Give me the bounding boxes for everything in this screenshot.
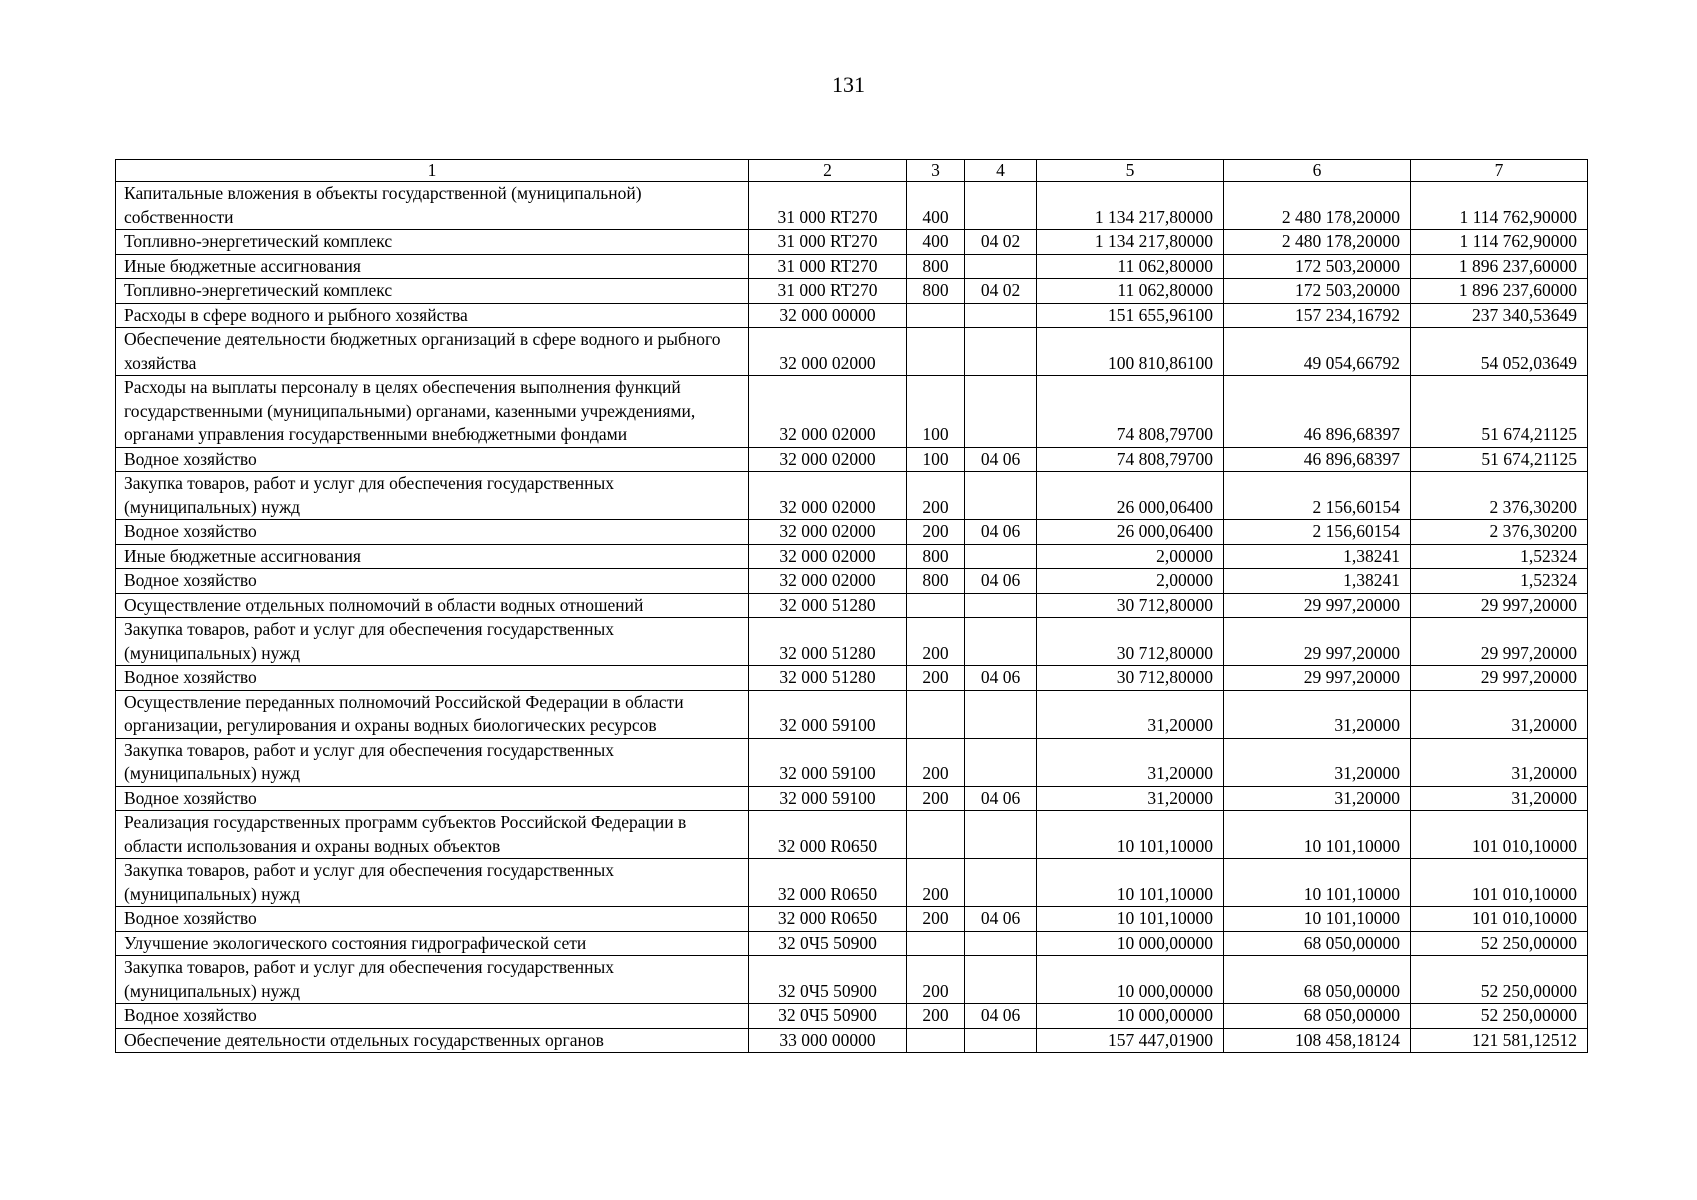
row-amount-col5-cell: 10 000,00000 [1037, 931, 1224, 956]
row-amount-col6-cell: 29 997,20000 [1224, 618, 1411, 666]
row-amount-col7-cell: 101 010,10000 [1411, 907, 1588, 932]
row-section-cell: 04 06 [965, 907, 1037, 932]
table-row [116, 230, 1588, 255]
table-row [116, 303, 1588, 328]
budget-table [115, 159, 1588, 1053]
row-name-cell: Водное хозяйство [116, 907, 749, 932]
row-amount-col7-cell: 121 581,12512 [1411, 1028, 1588, 1053]
header-cell: 3 [907, 160, 965, 182]
row-code-cell: 32 000 02000 [749, 520, 907, 545]
row-amount-col5-cell: 10 000,00000 [1037, 1004, 1224, 1029]
table-row [116, 1004, 1588, 1029]
row-section-cell [965, 859, 1037, 907]
header-cell: 4 [965, 160, 1037, 182]
row-section-cell [965, 376, 1037, 448]
table-row [116, 254, 1588, 279]
row-expense-type-cell: 800 [907, 569, 965, 594]
row-amount-col6-cell: 31,20000 [1224, 690, 1411, 738]
row-name-cell: Водное хозяйство [116, 520, 749, 545]
row-code-cell: 32 000 51280 [749, 618, 907, 666]
row-amount-col7-cell: 31,20000 [1411, 690, 1588, 738]
row-amount-col7-cell: 29 997,20000 [1411, 666, 1588, 691]
row-amount-col6-cell: 157 234,16792 [1224, 303, 1411, 328]
row-amount-col5-cell: 10 101,10000 [1037, 811, 1224, 859]
row-name-cell: Водное хозяйство [116, 447, 749, 472]
row-name-cell: Водное хозяйство [116, 569, 749, 594]
row-amount-col7-cell: 2 376,30200 [1411, 520, 1588, 545]
row-name-cell: Улучшение экологического состояния гидрографической сети [116, 931, 749, 956]
row-amount-col5-cell: 74 808,79700 [1037, 447, 1224, 472]
table-row [116, 618, 1588, 666]
table-row [116, 328, 1588, 376]
row-amount-col5-cell: 1 134 217,80000 [1037, 230, 1224, 255]
row-amount-col7-cell: 101 010,10000 [1411, 811, 1588, 859]
row-expense-type-cell: 200 [907, 956, 965, 1004]
row-section-cell [965, 254, 1037, 279]
row-amount-col5-cell: 31,20000 [1037, 738, 1224, 786]
row-amount-col6-cell: 68 050,00000 [1224, 956, 1411, 1004]
row-amount-col7-cell: 52 250,00000 [1411, 1004, 1588, 1029]
row-section-cell: 04 06 [965, 1004, 1037, 1029]
table-row [116, 593, 1588, 618]
row-expense-type-cell: 200 [907, 859, 965, 907]
row-code-cell: 33 000 00000 [749, 1028, 907, 1053]
row-expense-type-cell [907, 1028, 965, 1053]
row-amount-col5-cell: 1 134 217,80000 [1037, 182, 1224, 230]
table-row [116, 931, 1588, 956]
row-name-cell: Иные бюджетные ассигнования [116, 254, 749, 279]
row-name-cell: Обеспечение деятельности бюджетных организаций в сфере водного и рыбного хозяйства [116, 328, 749, 376]
row-code-cell: 32 000 51280 [749, 593, 907, 618]
row-amount-col5-cell: 2,00000 [1037, 544, 1224, 569]
row-amount-col7-cell: 2 376,30200 [1411, 472, 1588, 520]
table-row [116, 182, 1588, 230]
row-expense-type-cell [907, 690, 965, 738]
row-code-cell: 32 0Ч5 50900 [749, 931, 907, 956]
row-code-cell: 32 0Ч5 50900 [749, 1004, 907, 1029]
row-name-cell: Расходы в сфере водного и рыбного хозяйства [116, 303, 749, 328]
table-row [116, 279, 1588, 304]
row-name-cell: Реализация государственных программ субъектов Российской Федерации в области использования и охраны водных объектов [116, 811, 749, 859]
row-amount-col5-cell: 26 000,06400 [1037, 472, 1224, 520]
row-code-cell: 32 0Ч5 50900 [749, 956, 907, 1004]
row-amount-col7-cell: 29 997,20000 [1411, 593, 1588, 618]
row-code-cell: 31 000 RT270 [749, 279, 907, 304]
table-row [116, 544, 1588, 569]
row-amount-col7-cell: 1,52324 [1411, 544, 1588, 569]
row-code-cell: 32 000 02000 [749, 328, 907, 376]
row-expense-type-cell: 200 [907, 472, 965, 520]
row-expense-type-cell: 800 [907, 254, 965, 279]
table-header-row [116, 160, 1588, 182]
row-code-cell: 32 000 02000 [749, 544, 907, 569]
header-cell: 7 [1411, 160, 1588, 182]
header-cell: 1 [116, 160, 749, 182]
row-section-cell [965, 738, 1037, 786]
row-code-cell: 32 000 59100 [749, 738, 907, 786]
table-row [116, 447, 1588, 472]
row-name-cell: Осуществление отдельных полномочий в области водных отношений [116, 593, 749, 618]
row-amount-col5-cell: 26 000,06400 [1037, 520, 1224, 545]
row-expense-type-cell: 200 [907, 786, 965, 811]
row-amount-col5-cell: 11 062,80000 [1037, 279, 1224, 304]
row-code-cell: 32 000 R0650 [749, 811, 907, 859]
row-amount-col6-cell: 29 997,20000 [1224, 593, 1411, 618]
table-row [116, 956, 1588, 1004]
row-name-cell: Осуществление переданных полномочий Российской Федерации в области организации, регулирования и охраны водных биологических ресурсов [116, 690, 749, 738]
row-amount-col5-cell: 30 712,80000 [1037, 666, 1224, 691]
row-section-cell [965, 544, 1037, 569]
row-expense-type-cell [907, 303, 965, 328]
table-row [116, 786, 1588, 811]
row-expense-type-cell: 400 [907, 182, 965, 230]
header-cell: 2 [749, 160, 907, 182]
row-amount-col6-cell: 1,38241 [1224, 544, 1411, 569]
row-name-cell: Закупка товаров, работ и услуг для обеспечения государственных (муниципальных) нужд [116, 859, 749, 907]
row-amount-col6-cell: 1,38241 [1224, 569, 1411, 594]
row-name-cell: Закупка товаров, работ и услуг для обеспечения государственных (муниципальных) нужд [116, 956, 749, 1004]
row-section-cell [965, 593, 1037, 618]
row-section-cell: 04 02 [965, 230, 1037, 255]
row-name-cell: Закупка товаров, работ и услуг для обеспечения государственных (муниципальных) нужд [116, 618, 749, 666]
table-row [116, 666, 1588, 691]
row-amount-col6-cell: 172 503,20000 [1224, 254, 1411, 279]
row-amount-col7-cell: 51 674,21125 [1411, 447, 1588, 472]
row-code-cell: 32 000 R0650 [749, 859, 907, 907]
row-section-cell [965, 1028, 1037, 1053]
row-expense-type-cell: 400 [907, 230, 965, 255]
row-amount-col7-cell: 52 250,00000 [1411, 931, 1588, 956]
row-section-cell [965, 690, 1037, 738]
row-code-cell: 31 000 RT270 [749, 182, 907, 230]
row-amount-col5-cell: 151 655,96100 [1037, 303, 1224, 328]
row-expense-type-cell: 200 [907, 520, 965, 545]
row-amount-col7-cell: 1 114 762,90000 [1411, 230, 1588, 255]
row-amount-col6-cell: 29 997,20000 [1224, 666, 1411, 691]
row-name-cell: Водное хозяйство [116, 1004, 749, 1029]
row-amount-col7-cell: 1 896 237,60000 [1411, 279, 1588, 304]
row-amount-col7-cell: 29 997,20000 [1411, 618, 1588, 666]
row-amount-col6-cell: 2 480 178,20000 [1224, 230, 1411, 255]
row-section-cell [965, 472, 1037, 520]
row-amount-col7-cell: 1 114 762,90000 [1411, 182, 1588, 230]
row-code-cell: 32 000 00000 [749, 303, 907, 328]
row-amount-col6-cell: 2 480 178,20000 [1224, 182, 1411, 230]
row-section-cell: 04 06 [965, 569, 1037, 594]
row-amount-col7-cell: 101 010,10000 [1411, 859, 1588, 907]
page-number: 131 [832, 72, 865, 97]
row-name-cell: Обеспечение деятельности отдельных государственных органов [116, 1028, 749, 1053]
row-name-cell: Топливно-энергетический комплекс [116, 279, 749, 304]
row-code-cell: 32 000 R0650 [749, 907, 907, 932]
table-row [116, 907, 1588, 932]
row-amount-col7-cell: 51 674,21125 [1411, 376, 1588, 448]
table-row [116, 569, 1588, 594]
row-section-cell [965, 618, 1037, 666]
row-section-cell [965, 182, 1037, 230]
row-name-cell: Расходы на выплаты персоналу в целях обеспечения выполнения функций государственными (муниципальными) органами, казенными учреждениями, органами управления государственными внебюджетными фондами [116, 376, 749, 448]
row-section-cell [965, 811, 1037, 859]
row-name-cell: Закупка товаров, работ и услуг для обеспечения государственных (муниципальных) нужд [116, 738, 749, 786]
row-amount-col5-cell: 30 712,80000 [1037, 618, 1224, 666]
row-section-cell [965, 328, 1037, 376]
row-amount-col5-cell: 10 000,00000 [1037, 956, 1224, 1004]
table-row [116, 859, 1588, 907]
row-section-cell: 04 06 [965, 666, 1037, 691]
row-section-cell: 04 02 [965, 279, 1037, 304]
row-amount-col6-cell: 46 896,68397 [1224, 376, 1411, 448]
row-amount-col5-cell: 74 808,79700 [1037, 376, 1224, 448]
table-row [116, 472, 1588, 520]
row-expense-type-cell: 800 [907, 544, 965, 569]
row-amount-col5-cell: 10 101,10000 [1037, 859, 1224, 907]
row-amount-col5-cell: 31,20000 [1037, 690, 1224, 738]
row-amount-col6-cell: 10 101,10000 [1224, 907, 1411, 932]
row-amount-col6-cell: 68 050,00000 [1224, 931, 1411, 956]
row-expense-type-cell: 200 [907, 907, 965, 932]
row-amount-col5-cell: 31,20000 [1037, 786, 1224, 811]
row-expense-type-cell: 200 [907, 666, 965, 691]
table-row [116, 376, 1588, 448]
row-amount-col7-cell: 1 896 237,60000 [1411, 254, 1588, 279]
row-section-cell [965, 931, 1037, 956]
row-amount-col6-cell: 31,20000 [1224, 738, 1411, 786]
row-code-cell: 32 000 02000 [749, 376, 907, 448]
row-amount-col6-cell: 46 896,68397 [1224, 447, 1411, 472]
row-amount-col6-cell: 2 156,60154 [1224, 472, 1411, 520]
row-code-cell: 32 000 02000 [749, 472, 907, 520]
row-code-cell: 32 000 59100 [749, 786, 907, 811]
row-amount-col6-cell: 10 101,10000 [1224, 811, 1411, 859]
row-expense-type-cell: 100 [907, 376, 965, 448]
row-amount-col5-cell: 10 101,10000 [1037, 907, 1224, 932]
row-amount-col6-cell: 10 101,10000 [1224, 859, 1411, 907]
row-code-cell: 32 000 02000 [749, 447, 907, 472]
row-amount-col7-cell: 31,20000 [1411, 786, 1588, 811]
row-amount-col6-cell: 49 054,66792 [1224, 328, 1411, 376]
row-code-cell: 32 000 51280 [749, 666, 907, 691]
row-amount-col6-cell: 2 156,60154 [1224, 520, 1411, 545]
row-expense-type-cell: 200 [907, 1004, 965, 1029]
row-expense-type-cell [907, 328, 965, 376]
row-amount-col7-cell: 54 052,03649 [1411, 328, 1588, 376]
row-code-cell: 31 000 RT270 [749, 230, 907, 255]
row-amount-col5-cell: 157 447,01900 [1037, 1028, 1224, 1053]
row-amount-col7-cell: 31,20000 [1411, 738, 1588, 786]
row-amount-col5-cell: 30 712,80000 [1037, 593, 1224, 618]
table-row [116, 738, 1588, 786]
row-code-cell: 32 000 59100 [749, 690, 907, 738]
table-row [116, 1028, 1588, 1053]
row-amount-col6-cell: 68 050,00000 [1224, 1004, 1411, 1029]
row-amount-col5-cell: 2,00000 [1037, 569, 1224, 594]
row-name-cell: Закупка товаров, работ и услуг для обеспечения государственных (муниципальных) нужд [116, 472, 749, 520]
row-name-cell: Капитальные вложения в объекты государственной (муниципальной) собственности [116, 182, 749, 230]
row-section-cell: 04 06 [965, 786, 1037, 811]
header-cell: 6 [1224, 160, 1411, 182]
header-cell: 5 [1037, 160, 1224, 182]
row-expense-type-cell: 200 [907, 738, 965, 786]
table-body [116, 182, 1588, 1053]
row-code-cell: 32 000 02000 [749, 569, 907, 594]
table-row [116, 811, 1588, 859]
table-row [116, 520, 1588, 545]
row-amount-col6-cell: 172 503,20000 [1224, 279, 1411, 304]
row-amount-col6-cell: 108 458,18124 [1224, 1028, 1411, 1053]
row-name-cell: Водное хозяйство [116, 666, 749, 691]
row-amount-col7-cell: 52 250,00000 [1411, 956, 1588, 1004]
row-expense-type-cell [907, 593, 965, 618]
row-name-cell: Иные бюджетные ассигнования [116, 544, 749, 569]
row-section-cell [965, 956, 1037, 1004]
row-amount-col7-cell: 1,52324 [1411, 569, 1588, 594]
table-row [116, 690, 1588, 738]
row-amount-col7-cell: 237 340,53649 [1411, 303, 1588, 328]
row-code-cell: 31 000 RT270 [749, 254, 907, 279]
row-name-cell: Топливно-энергетический комплекс [116, 230, 749, 255]
row-expense-type-cell [907, 811, 965, 859]
row-expense-type-cell [907, 931, 965, 956]
row-expense-type-cell: 800 [907, 279, 965, 304]
row-section-cell [965, 303, 1037, 328]
row-amount-col6-cell: 31,20000 [1224, 786, 1411, 811]
row-expense-type-cell: 200 [907, 618, 965, 666]
row-amount-col5-cell: 100 810,86100 [1037, 328, 1224, 376]
row-amount-col5-cell: 11 062,80000 [1037, 254, 1224, 279]
row-section-cell: 04 06 [965, 447, 1037, 472]
row-expense-type-cell: 100 [907, 447, 965, 472]
row-section-cell: 04 06 [965, 520, 1037, 545]
row-name-cell: Водное хозяйство [116, 786, 749, 811]
